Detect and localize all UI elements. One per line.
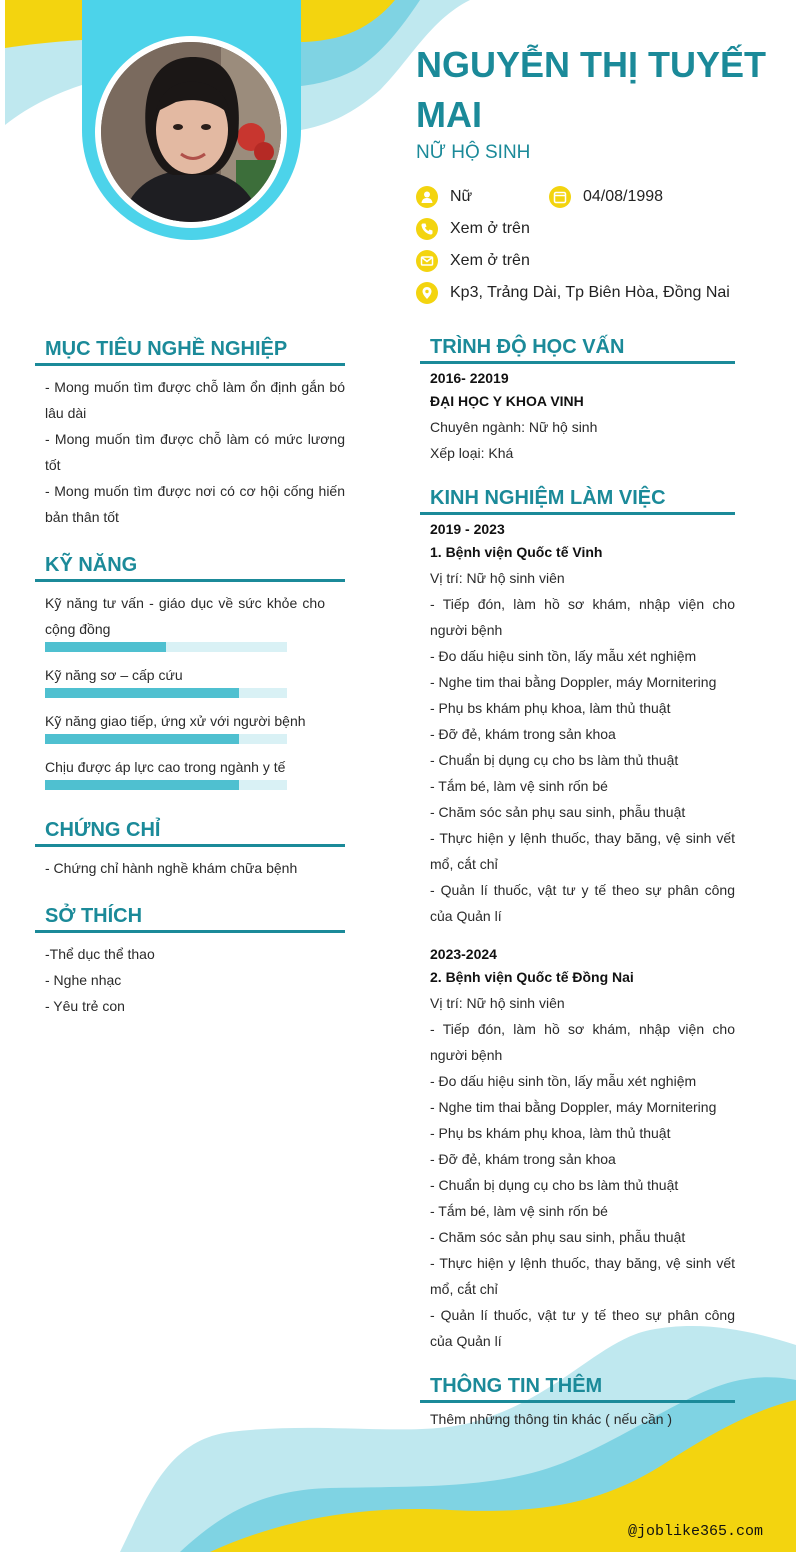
job-company: 1. Bệnh viện Quốc tế Vinh xyxy=(430,544,603,560)
skill-bar-fill xyxy=(45,734,239,744)
skill-label: Chịu được áp lực cao trong ngành y tế xyxy=(45,759,286,775)
objective-item: - Mong muốn tìm được nơi có cơ hội cống hiến bản thân tốt xyxy=(45,483,345,525)
mail-icon xyxy=(416,250,438,272)
job-position: Vị trí: Nữ hộ sinh viên xyxy=(430,995,565,1011)
job-duty: - Chuẩn bị dụng cụ cho bs làm thủ thuật xyxy=(430,1177,679,1193)
education-school: ĐẠI HỌC Y KHOA VINH xyxy=(430,393,584,409)
job-duty: - Đo dấu hiệu sinh tồn, lấy mẫu xét nghiệm xyxy=(430,648,697,664)
hobby-item: -Thể dục thể thao xyxy=(45,946,155,962)
job-duty: - Tiếp đón, làm hồ sơ khám, nhập viện cho người bệnh xyxy=(430,1021,735,1063)
education-block xyxy=(430,368,735,466)
job-position: Vị trí: Nữ hộ sinh viên xyxy=(430,570,565,586)
skill-bar-fill xyxy=(45,780,239,790)
phone-icon xyxy=(416,218,438,240)
birthdate-row xyxy=(549,186,663,208)
certificate-item: - Chứng chỉ hành nghề khám chữa bệnh xyxy=(45,860,298,876)
certificates-list xyxy=(45,855,345,881)
skill-label: Kỹ năng giao tiếp, ứng xử với người bệnh xyxy=(45,713,306,729)
education-period: 2016- 22019 xyxy=(430,370,509,386)
avatar xyxy=(101,42,281,222)
phone-value: Xem ở trên xyxy=(450,220,530,237)
job-title: NỮ HỘ SINH xyxy=(416,142,531,163)
watermark: @joblike365.com xyxy=(628,1523,764,1540)
job-duty: - Thực hiện y lệnh thuốc, thay băng, vệ sinh vết mổ, cắt chỉ xyxy=(430,830,735,872)
hobby-item: - Yêu trẻ con xyxy=(45,998,125,1014)
job-duty: - Phụ bs khám phụ khoa, làm thủ thuật xyxy=(430,700,671,716)
hobbies-title: SỞ THÍCH xyxy=(35,905,345,933)
extra-title: THÔNG TIN THÊM xyxy=(420,1375,735,1403)
job-duty: - Quản lí thuốc, vật tư y tế theo sự phân công của Quản lí xyxy=(430,882,735,924)
skill-label: Kỹ năng sơ – cấp cứu xyxy=(45,667,183,683)
experience-title: KINH NGHIỆM LÀM VIỆC xyxy=(420,487,735,515)
job-duty: - Đỡ đẻ, khám trong sản khoa xyxy=(430,1151,616,1167)
candidate-name: NGUYỄN THỊ TUYẾT MAI xyxy=(416,44,767,135)
address-value: Kp3, Trảng Dài, Tp Biên Hòa, Đồng Nai xyxy=(450,284,730,301)
job-duty: - Tắm bé, làm vệ sinh rốn bé xyxy=(430,778,608,794)
birthdate-value: 04/08/1998 xyxy=(583,188,664,205)
job-duty: - Chăm sóc sản phụ sau sinh, phẫu thuật xyxy=(430,1229,686,1245)
certificates-title: CHỨNG CHỈ xyxy=(35,819,345,847)
job-duty: - Quản lí thuốc, vật tư y tế theo sự phân công của Quản lí xyxy=(430,1307,735,1349)
job-duty: - Phụ bs khám phụ khoa, làm thủ thuật xyxy=(430,1125,671,1141)
hobby-item: - Nghe nhạc xyxy=(45,972,122,988)
education-title: TRÌNH ĐỘ HỌC VẤN xyxy=(420,336,735,364)
skills-title: KỸ NĂNG xyxy=(35,554,345,582)
skill-bar xyxy=(45,734,287,744)
job-duty: - Nghe tim thai bằng Doppler, máy Mornitering xyxy=(430,1099,717,1115)
education-rank: Xếp loại: Khá xyxy=(430,445,514,461)
experience-job-2 xyxy=(430,944,735,1354)
objective-item: - Mong muốn tìm được chỗ làm ổn định gắn bó lâu dài xyxy=(45,379,345,421)
skill-label: Kỹ năng tư vấn - giáo dục về sức khỏe cho cộng đồng xyxy=(45,595,325,637)
objective-list xyxy=(45,374,345,530)
job-period: 2023-2024 xyxy=(430,946,497,962)
calendar-icon xyxy=(549,186,571,208)
objective-title: MỤC TIÊU NGHỀ NGHIỆP xyxy=(35,338,345,366)
objective-item: - Mong muốn tìm được chỗ làm có mức lương tốt xyxy=(45,431,345,473)
job-company: 2. Bệnh viện Quốc tế Đồng Nai xyxy=(430,969,634,985)
gender-value: Nữ xyxy=(450,188,473,205)
job-duty: - Tắm bé, làm vệ sinh rốn bé xyxy=(430,1203,608,1219)
email-value: Xem ở trên xyxy=(450,252,530,269)
extra-text: Thêm những thông tin khác ( nếu cần ) xyxy=(430,1411,673,1427)
hobbies-list xyxy=(45,941,345,1019)
job-duty: - Chăm sóc sản phụ sau sinh, phẫu thuật xyxy=(430,804,686,820)
skill-bar xyxy=(45,642,287,652)
address-row xyxy=(416,282,730,304)
job-duty: - Chuẩn bị dụng cụ cho bs làm thủ thuật xyxy=(430,752,679,768)
phone-row xyxy=(416,218,530,240)
job-duty: - Tiếp đón, làm hồ sơ khám, nhập viện cho người bệnh xyxy=(430,596,735,638)
education-major: Chuyên ngành: Nữ hộ sinh xyxy=(430,419,598,435)
experience-job-1 xyxy=(430,519,735,929)
location-icon xyxy=(416,282,438,304)
job-duty: - Nghe tim thai bằng Doppler, máy Mornitering xyxy=(430,674,717,690)
email-row xyxy=(416,250,530,272)
job-duty: - Đỡ đẻ, khám trong sản khoa xyxy=(430,726,616,742)
skill-bar xyxy=(45,688,287,698)
job-duty: - Đo dấu hiệu sinh tồn, lấy mẫu xét nghiệm xyxy=(430,1073,697,1089)
skill-bar-fill xyxy=(45,688,239,698)
job-period: 2019 - 2023 xyxy=(430,521,505,537)
user-icon xyxy=(416,186,438,208)
skill-bar-fill xyxy=(45,642,166,652)
gender-row xyxy=(416,186,472,208)
job-duty: - Thực hiện y lệnh thuốc, thay băng, vệ sinh vết mổ, cắt chỉ xyxy=(430,1255,735,1297)
skill-bar xyxy=(45,780,287,790)
